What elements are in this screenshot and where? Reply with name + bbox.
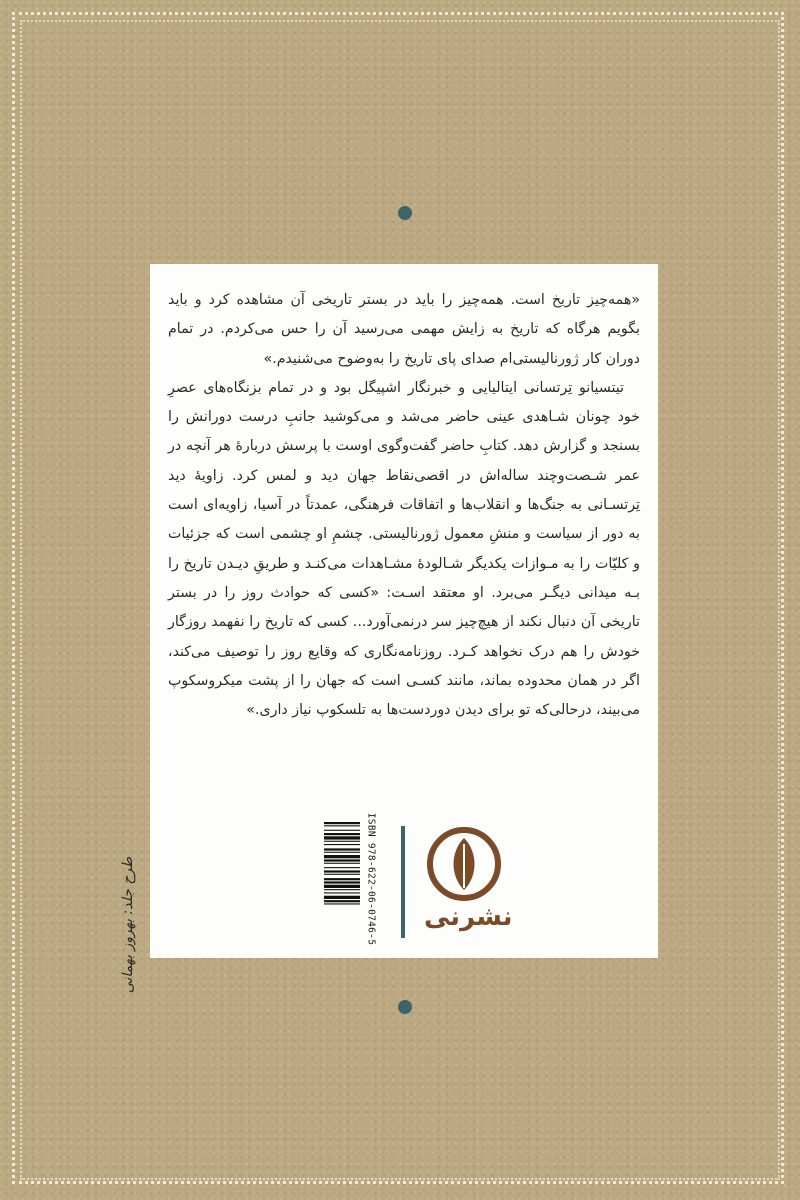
publisher-name: نشرنی xyxy=(424,902,513,932)
opening-quote: «همه‌چیز تاریخ است. همه‌چیز را باید در بستر تاریخی آن مشاهده کرد و باید بگویم هرگاه که تاریخ به زایش مهمی می‌رسید آن را حس می‌کردم. در تمام دوران کار ژورنالیستی‌ام صدای پای تاریخ را به‌وضوح می‌شنیدم.» xyxy=(168,292,640,367)
credit-text: طرح جلد: بهروز بهمانی xyxy=(120,856,136,994)
isbn-barcode xyxy=(322,812,380,946)
top-ornament-dot xyxy=(398,206,412,220)
blurb-body: تیتسیانو تِرتسانی ایتالیایی و خبرنگار اشپیگل بود و در تمام بزنگاه‌های عصرِ خود چونان شـاهدی عینی حاضر می‌شد و می‌کوشید جانبِ درست دورانش را بسنجد و گزارش دهد. کتابِ حاضر گفت‌وگوی اوست با پرسش دربارهٔ هر آنچه در عمر شـصت‌وچند ساله‌اش در اقصی‌نقاط جهان دید و لمس کرد. زاویهٔ دید تِرتسـانی به جنگ‌ها و انقلاب‌ها و اتفاقات فرهنگی، عمدتاً در آسیا، زاویه‌ای است به دور از سیاست و منشِ معمول ژورنالیستی. چشمِ او چشمی است که جزئیات و کلیّات را به مـوازات یکدیگر شـالودهٔ مشـاهدات می‌کنـد و طریقِ دیـدن تاریخ را بـه میدانی دیگـر می‌برد. او معتقد اسـت: «کسی که حوادث روز را در بستر تاریخی آن دنبال نکند از هیچ‌چیز سر درنمی‌آورد... کسی که تاریخ را نفهمد روزگار خودش را هم درک نخواهد کـرد. روزنامه‌نگاری که وقایع روز را توصیف می‌کند، اگر در همان محدوده بماند، مانند کسـی است که جهان را از پشت میکروسکوپ می‌بیند، درحالی‌که تو برای دیدن دوردست‌ها به تلسکوپ نیاز داری.» xyxy=(168,379,640,719)
publisher-logo xyxy=(424,826,513,946)
bottom-ornament-dot xyxy=(398,1000,412,1014)
back-cover-blurb xyxy=(168,286,640,725)
publisher-emblem-icon xyxy=(424,826,504,906)
isbn-label-wrap xyxy=(362,812,380,946)
teal-divider xyxy=(401,826,405,938)
isbn-label: ISBN 978-622-06-0746-5 xyxy=(365,812,377,946)
cover-design-credit xyxy=(114,856,142,994)
barcode-bars xyxy=(322,820,362,938)
